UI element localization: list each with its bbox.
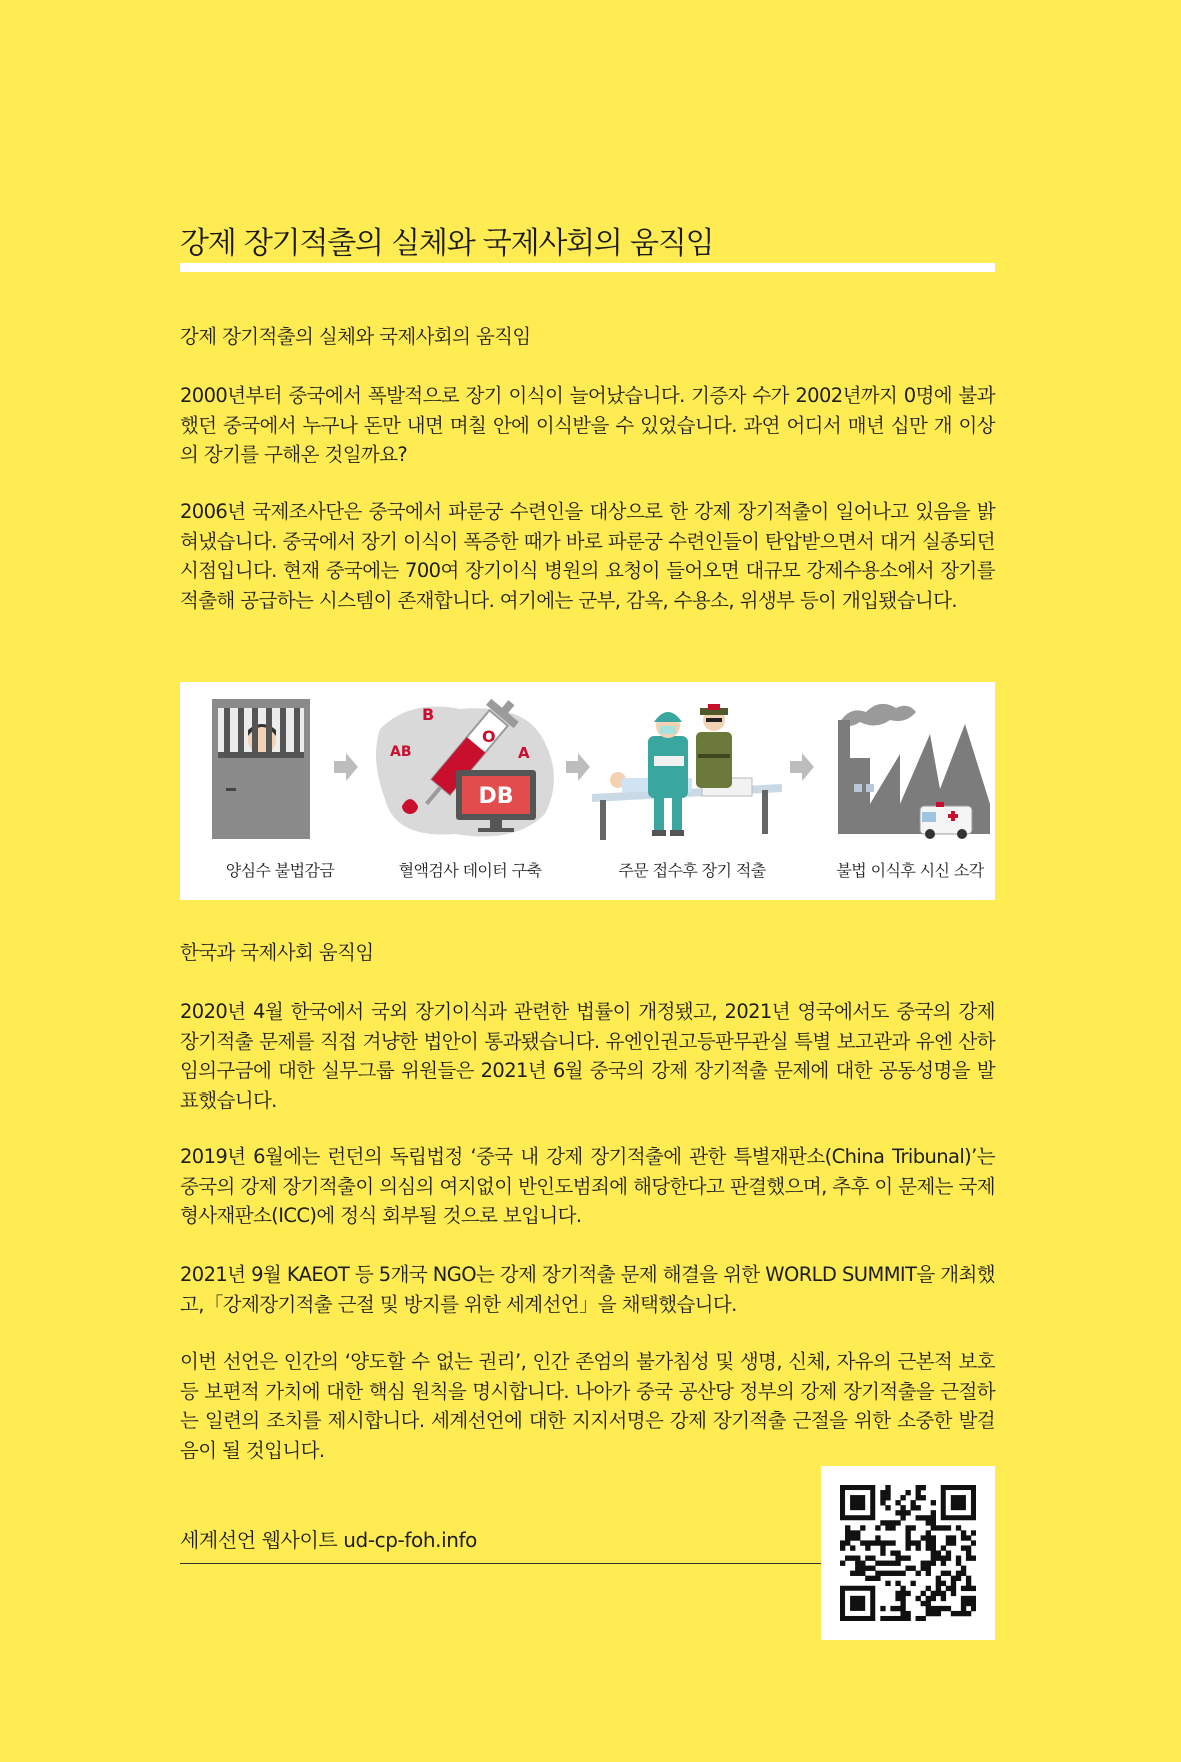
arrow-right-icon [564,752,592,782]
section2-paragraph-2: 2019년 6월에는 런던의 독립법정 ‘중국 내 강제 장기적출에 관한 특별재판소(China Tribunal)’는 중국의 강제 장기적출이 의심의 여지없이 반인도범죄에 해당한다고 판결했으며, 추후 이 문제는 국제형사재판소(ICC)에 정식 회부될 것으로 보입니다. [180,1145,995,1227]
step-blood-test [370,682,570,900]
surgery-icon [592,694,787,849]
process-diagram [180,682,995,900]
prison-icon [180,694,340,844]
qr-code[interactable] [821,1466,995,1640]
section1-paragraph-1: 2000년부터 중국에서 폭발적으로 장기 이식이 늘어났습니다. 기증자 수가 2002년까지 0명에 불과했던 중국에서 누구나 돈만 내면 며칠 안에 이식받을 수 있었습니다. 과연 어디서 매년 십만 개 이상의 장기를 구해온 것일까요? [180,384,995,466]
title-underline [180,263,995,272]
step-prison [180,682,380,900]
db-label: DB [478,784,514,809]
incinerator-icon [810,694,995,844]
step-label-1: 양심수 불법감금 [225,861,335,880]
step-label-3: 주문 접수후 장기 적출 [618,861,766,880]
blood-type-o: O [482,727,496,746]
qr-code-icon [840,1485,976,1621]
section1-heading: 강제 장기적출의 실체와 국제사회의 움직임 [180,325,531,348]
section2-paragraph-1: 2020년 4월 한국에서 국외 장기이식과 관련한 법률이 개정됐고, 2021년 영국에서도 중국의 강제 장기적출 문제를 직접 겨냥한 법안이 통과됐습니다. 유엔인권고등판무관실 특별 보고관과 유엔 산하 임의구금에 대한 실무그룹 위원들은 2021년 6월 중국의 강제 장기적출 문제에 대한 공동성명을 발표했습니다. [180,1000,995,1112]
step-label-4: 불법 이식후 시신 소각 [836,861,984,880]
page-title: 강제 장기적출의 실체와 국제사회의 움직임 [180,226,714,261]
step-surgery [592,682,792,900]
section2-paragraph-4: 이번 선언은 인간의 ‘양도할 수 없는 권리’, 인간 존엄의 불가침성 및 생명, 신체, 자유의 근본적 보호 등 보편적 가치에 대한 핵심 원칙을 명시합니다. 나아가 중국 공산당 정부의 강제 장기적출을 근절하는 일련의 조치를 제시합니다. 세계선언에 대한 지지서명은 강제 장기적출 근절을 위한 소중한 발걸음이 될 것입니다. [180,1350,995,1462]
step-label-2: 혈액검사 데이터 구축 [398,861,542,880]
arrow-right-icon [332,752,360,782]
section1-paragraph-2: 2006년 국제조사단은 중국에서 파룬궁 수련인을 대상으로 한 강제 장기적출이 일어나고 있음을 밝혀냈습니다. 중국에서 장기 이식이 폭증한 때가 바로 파룬궁 수련인들이 탄압받으면서 대거 실종되던 시점입니다. 현재 중국에는 700여 장기이식 병원의 요청이 들어오면 대규모 강제수용소에서 장기를 적출해 공급하는 시스템이 존재합니다. 여기에는 군부, 감옥, 수용소, 위생부 등이 개입됐습니다. [180,500,995,612]
section2-paragraph-3: 2021년 9월 KAEOT 등 5개국 NGO는 강제 장기적출 문제 해결을 위한 WORLD SUMMIT을 개최했고,「강제장기적출 근절 및 방지를 위한 세계선언」을 채택했습니다. [180,1263,995,1316]
blood-test-icon [370,694,560,844]
step-incinerator [810,682,1010,900]
website-link[interactable]: 세계선언 웹사이트 ud-cp-foh.info [180,1524,821,1564]
section2-heading: 한국과 국제사회 움직임 [180,941,374,964]
blood-type-ab: AB [390,744,412,760]
blood-type-a: A [518,744,530,762]
blood-type-b: B [422,705,435,724]
